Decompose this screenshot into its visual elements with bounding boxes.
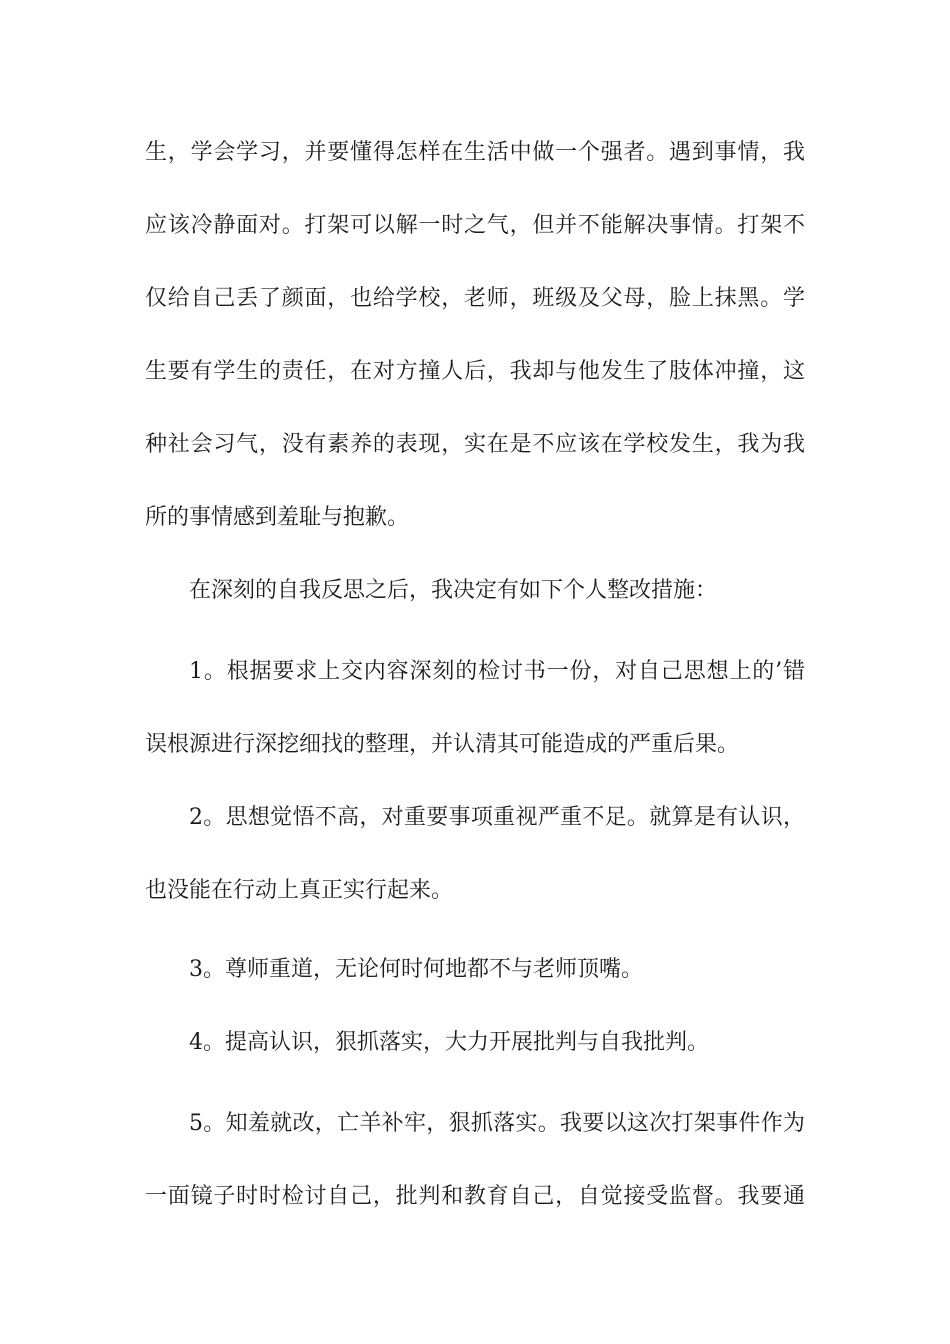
paragraph-1-line-2: 应该冷静面对。打架可以解一时之气，但并不能解决事情。打架不 [145,213,805,238]
item-1-line-2: 误根源进行深挖细找的整理，并认清其可能造成的严重后果。 [145,732,740,757]
item-2-line-2: 也没能在行动上真正实行起来。 [145,878,454,903]
paragraph-1-line-6: 所的事情感到羞耻与抱歉。 [145,505,410,530]
paragraph-1-line-1: 生，学会学习，并要懂得怎样在生活中做一个强者。遇到事情，我 [145,140,805,165]
item-1-line-1: 1。根据要求上交内容深刻的检讨书一份，对自己思想上的’错 [189,659,805,684]
item-2-line-1: 2。思想觉悟不高，对重要事项重视严重不足。就算是有认识， [189,805,805,830]
item-5-line-1: 5。知羞就改，亡羊补牢，狠抓落实。我要以这次打架事件作为 [189,1111,805,1136]
item-5-line-2: 一面镜子时时检讨自己，批判和教育自己，自觉接受监督。我要通 [145,1184,805,1209]
paragraph-2-line-1: 在深刻的自我反思之后，我决定有如下个人整改措施： [189,578,718,603]
paragraph-1-line-5: 种社会习气，没有素养的表现，实在是不应该在学校发生，我为我 [145,432,805,457]
item-4-line-1: 4。提高认识，狠抓落实，大力开展批判与自我批判。 [189,1030,709,1055]
item-3-line-1: 3。尊师重道，无论何时何地都不与老师顶嘴。 [189,957,643,982]
paragraph-1-line-3: 仅给自己丢了颜面，也给学校，老师，班级及父母，脸上抹黑。学 [145,286,805,311]
paragraph-1-line-4: 生要有学生的责任，在对方撞人后，我却与他发生了肢体冲撞，这 [145,359,805,384]
